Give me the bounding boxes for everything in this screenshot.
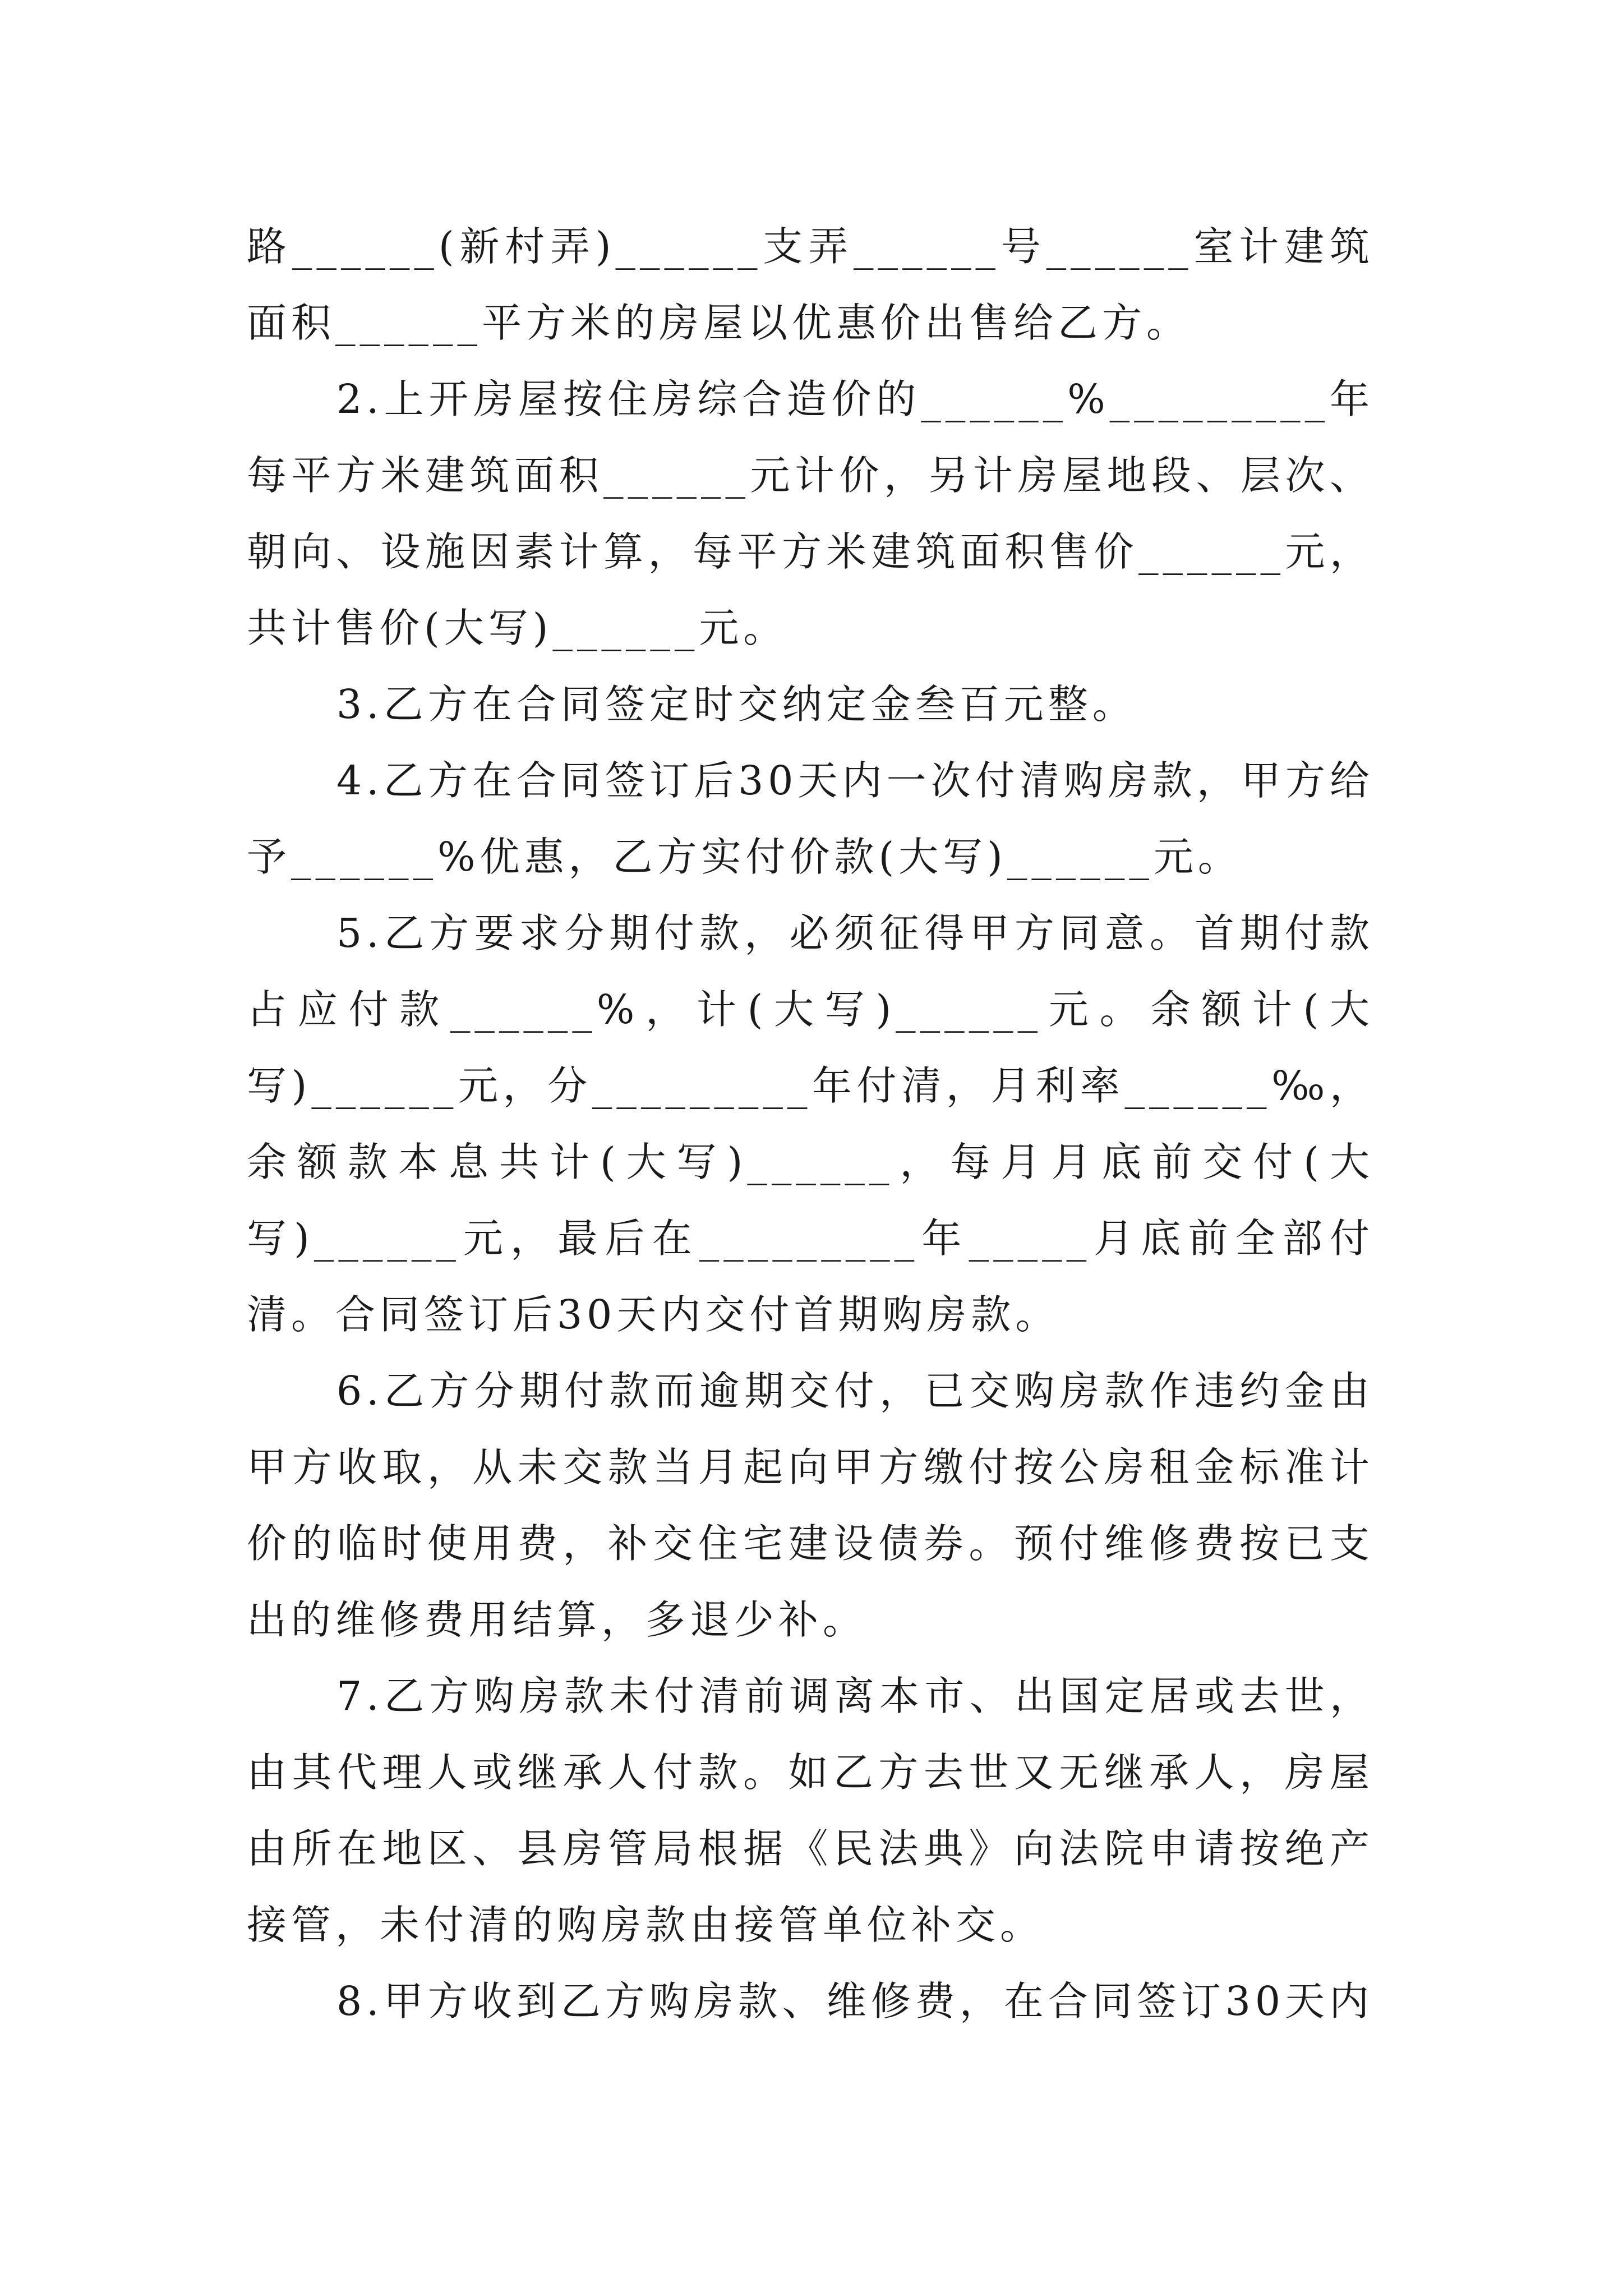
paragraph-6: 6.乙方分期付款而逾期交付，已交购房款作违约金由甲方收取，从未交款当月起向甲方缴付按公房租金标准计价的临时使用费，补交住宅建设债券。预付维修费按已支出的维修费用结算，多退少补。: [247, 1368, 1374, 1643]
paragraph-4: 4.乙方在合同签订后30天内一次付清购房款，甲方给予______%优惠，乙方实付价款(大写)______元。: [247, 757, 1374, 880]
paragraph-2: 2.上开房屋按住房综合造价的______%_________年每平方米建筑面积______元计价，另计房屋地段、层次、朝向、设施因素计算，每平方米建筑面积售价______元，共计售价(大写)______元。: [247, 376, 1374, 651]
paragraph-1: 路______(新村弄)______支弄______号______室计建筑面积______平方米的房屋以优惠价出售给乙方。: [247, 223, 1374, 346]
document-body: [247, 209, 1374, 2040]
paragraph-5: 5.乙方要求分期付款，必须征得甲方同意。首期付款占应付款______%，计(大写)______元。余额计(大写)______元，分_________年付清，月利率______‰，余额款本息共计(大写)______，每月月底前交付(大写)______元，最后在_________年_____月底前全部付清。合同签订后30天内交付首期购房款。: [247, 910, 1374, 1338]
paragraph-7: 7.乙方购房款未付清前调离本市、出国定居或去世，由其代理人或继承人付款。如乙方去世又无继承人，房屋由所在地区、县房管局根据《民法典》向法院申请按绝产接管，未付清的购房款由接管单位补交。: [247, 1673, 1374, 1948]
paragraph-8: 8.甲方收到乙方购房款、维修费，在合同签订30天内: [336, 1978, 1374, 2024]
paragraph-3: 3.乙方在合同签定时交纳定金叁百元整。: [336, 681, 1137, 728]
